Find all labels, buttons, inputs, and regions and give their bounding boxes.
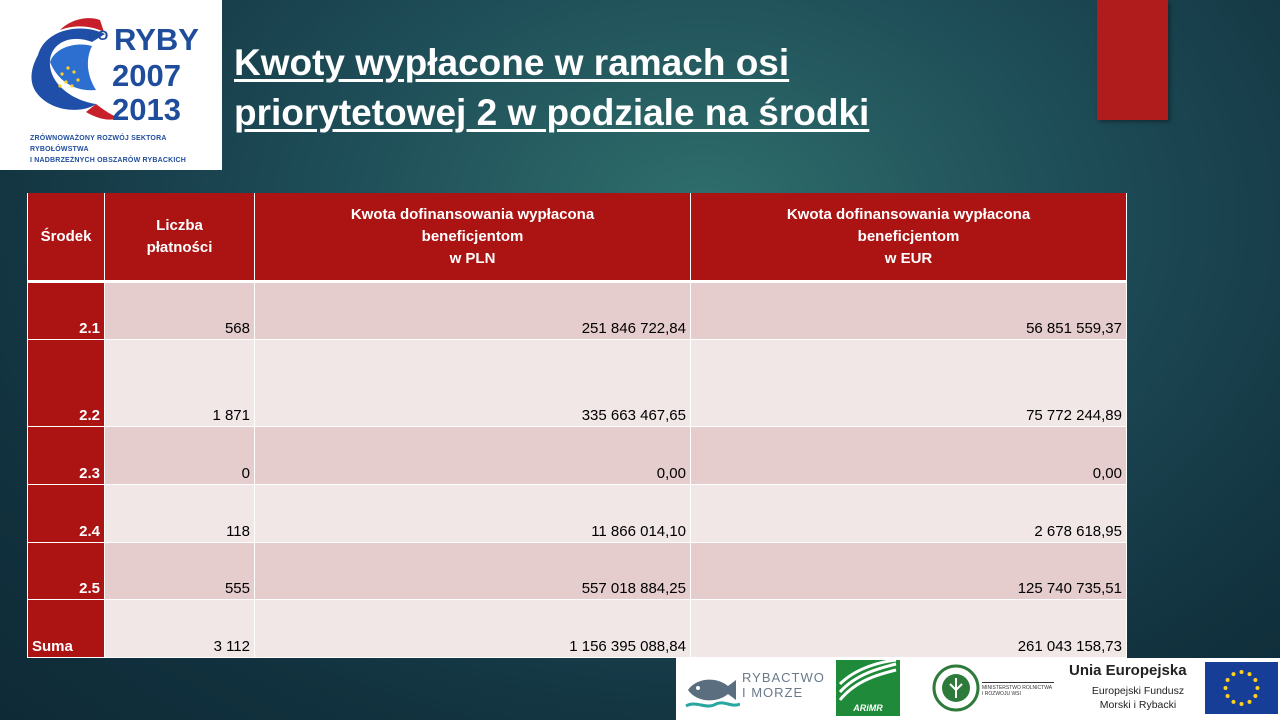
row-eur: 56 851 559,37	[691, 282, 1127, 340]
row-liczba: 1 871	[105, 340, 255, 427]
ue-fund-name: Europejski Fundusz Morski i Rybacki	[1091, 685, 1185, 711]
svg-text:2007: 2007	[112, 58, 181, 93]
row-pln: 11 866 014,10	[255, 485, 691, 543]
row-srodek: 2.5	[28, 543, 105, 600]
table-row	[28, 543, 1127, 600]
header-srodek: Środek	[28, 193, 105, 282]
ministry-text: MINISTERSTWO ROLNICTWA I ROZWOJU WSI	[982, 682, 1054, 697]
ue-title: Unia Europejska	[1069, 662, 1187, 679]
row-pln: 335 663 467,65	[255, 340, 691, 427]
row-srodek: 2.3	[28, 427, 105, 485]
total-label: Suma	[28, 600, 105, 658]
po-ryby-logo	[0, 0, 222, 170]
row-pln: 251 846 722,84	[255, 282, 691, 340]
svg-text:2013: 2013	[112, 92, 181, 127]
arimr-field-icon	[836, 660, 900, 704]
slide-title-line1: Kwoty wypłacone w ramach osi	[234, 42, 790, 83]
ministry-emblem-icon	[932, 662, 980, 714]
footer-logos	[676, 658, 1280, 720]
slide-title	[234, 38, 1074, 138]
header-pln: Kwota dofinansowania wypłacona beneficjentom w PLN	[255, 193, 691, 282]
row-liczba: 0	[105, 427, 255, 485]
table-row	[28, 485, 1127, 543]
rybactwo-logo-text: RYBACTWO I MORZE	[742, 670, 825, 700]
row-eur: 2 678 618,95	[691, 485, 1127, 543]
row-srodek: 2.4	[28, 485, 105, 543]
payments-table	[27, 193, 1127, 658]
row-eur: 0,00	[691, 427, 1127, 485]
eu-flag-icon	[1205, 662, 1278, 714]
total-pln: 1 156 395 088,84	[255, 600, 691, 658]
total-liczba: 3 112	[105, 600, 255, 658]
header-eur: Kwota dofinansowania wypłacona beneficjentom w EUR	[691, 193, 1127, 282]
row-liczba: 568	[105, 282, 255, 340]
table-total-row	[28, 600, 1127, 658]
row-liczba: 555	[105, 543, 255, 600]
row-eur: 125 740 735,51	[691, 543, 1127, 600]
table-row	[28, 340, 1127, 427]
row-srodek: 2.2	[28, 340, 105, 427]
table-header-row	[28, 193, 1127, 282]
svg-text:RYBY: RYBY	[114, 22, 199, 57]
table-row	[28, 282, 1127, 340]
row-pln: 557 018 884,25	[255, 543, 691, 600]
total-eur: 261 043 158,73	[691, 600, 1127, 658]
row-eur: 75 772 244,89	[691, 340, 1127, 427]
header-liczba: Liczba płatności	[105, 193, 255, 282]
logo-caption	[30, 133, 210, 166]
row-pln: 0,00	[255, 427, 691, 485]
logo-caption-line1: ZRÓWNOWAŻONY ROZWÓJ SEKTORA RYBOŁÓWSTWA	[30, 135, 167, 153]
slide-title-line2: priorytetowej 2 w podziale na środki	[234, 92, 870, 133]
arimr-logo: ARiMR	[836, 660, 900, 716]
decorative-ribbon	[1097, 0, 1168, 120]
logo-caption-line2: I NADBRZEŻNYCH OBSZARÓW RYBACKICH	[30, 157, 187, 164]
rybactwo-fish-icon	[684, 666, 740, 712]
row-srodek: 2.1	[28, 282, 105, 340]
table-row	[28, 427, 1127, 485]
svg-text:PO: PO	[88, 27, 109, 43]
row-liczba: 118	[105, 485, 255, 543]
